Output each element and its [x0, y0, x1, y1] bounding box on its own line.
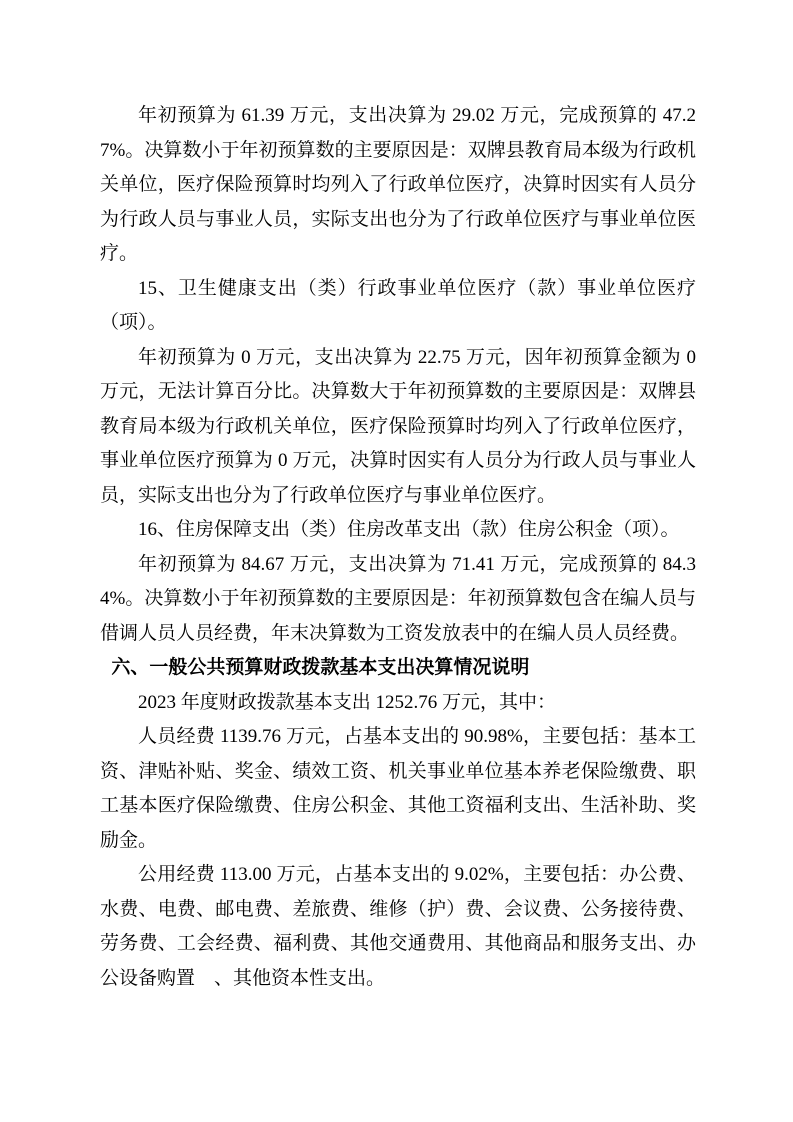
paragraph: 2023 年度财政拨款基本支出 1252.76 万元，其中：	[138, 691, 557, 713]
section-heading: 六、一般公共预算财政拨款基本支出决算情况说明	[111, 657, 530, 678]
paragraph: 15、卫生健康支出（类）行政事业单位医疗（款）事业单位医疗（项）。	[100, 277, 696, 333]
paragraph: 年初预算为 61.39 万元，支出决算为 29.02 万元，完成预算的 47.27%。决算数小于年初预算数的主要原因是：双牌县教育局本级为行政机关单位，医疗保险预算时均列入了行政单位医疗，决算时因实有人员分为行政人员与事业人员，实际支出也分为了行政单位医疗与事业单位医疗。	[100, 105, 696, 264]
paragraph: 年初预算为 0 万元，支出决算为 22.75 万元，因年初预算金额为 0 万元，无法计算百分比。决算数大于年初预算数的主要原因是：双牌县教育局本级为行政机关单位，医疗保险预算时均列入了行政单位医疗，事业单位医疗预算为 0 万元，决算时因实有人员分为行政人员与事业人员，实际支出也分为了行政单位医疗与事业单位医疗。	[100, 346, 696, 506]
paragraph: 年初预算为 84.67 万元，支出决算为 71.41 万元，完成预算的 84.34%。决算数小于年初预算数的主要原因是：年初预算数包含在编人员与借调人员人员经费，年末决算数为工资发放表中的在编人员人员经费。	[100, 553, 696, 644]
paragraph: 公用经费 113.00 万元，占基本支出的 9.02%，主要包括：办公费、水费、电费、邮电费、差旅费、维修（护）费、会议费、公务接待费、劳务费、工会经费、福利费、其他交通费用、其他商品和服务支出、办公设备购置 、其他资本性支出。	[100, 864, 696, 989]
paragraph: 16、住房保障支出（类）住房改革支出（款）住房公积金（项）。	[138, 519, 680, 540]
paragraph: 人员经费 1139.76 万元，占基本支出的 90.98%，主要包括：基本工资、津贴补贴、奖金、绩效工资、机关事业单位基本养老保险缴费、职工基本医疗保险缴费、住房公积金、其他工资福利支出、生活补助、奖励金。	[100, 726, 696, 851]
